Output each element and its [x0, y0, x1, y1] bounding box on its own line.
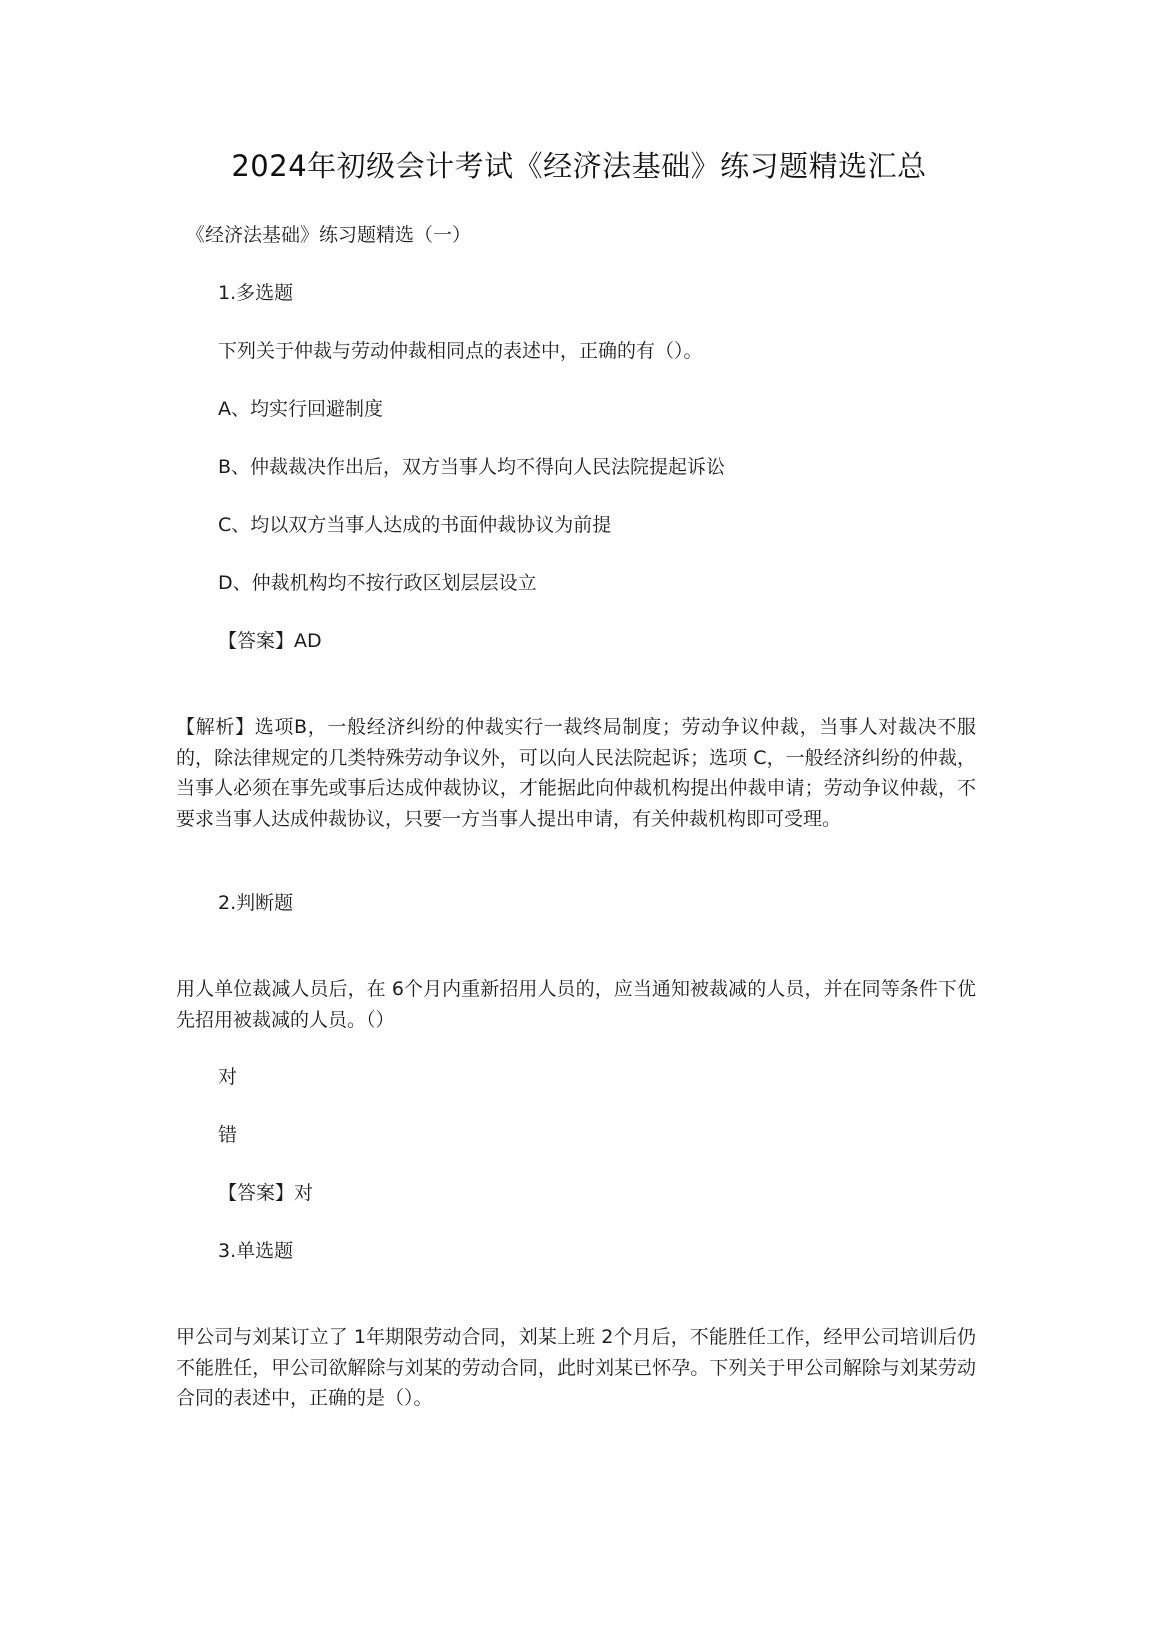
question-1-analysis: 【解析】选项B，一般经济纠纷的仲裁实行一裁终局制度；劳动争议仲裁，当事人对裁决不服的，除法律规定的几类特殊劳动争议外，可以向人民法院起诉；选项 C，一般经济纠纷的仲裁，当事人必须在事先或事后达成仲裁协议，才能据此向仲裁机构提出仲裁申请；劳动争议仲裁，不要求当事人达成仲裁协议，只要一方当事人提出申请，有关仲裁机构即可受理。: [176, 716, 976, 830]
question-1-type: 1.多选题: [218, 282, 294, 304]
question-1-option-a: A、均实行回避制度: [218, 398, 383, 420]
question-1-option-c: C、均以双方当事人达成的书面仲裁协议为前提: [218, 514, 612, 536]
question-2-stem: 用人单位裁减人员后，在 6个月内重新招用人员的，应当通知被裁减的人员，并在同等条件下优先招用被裁减的人员。（）: [176, 978, 976, 1031]
question-2-answer: 【答案】对: [218, 1182, 314, 1204]
question-2-option-false: 错: [218, 1124, 238, 1146]
question-2-option-true: 对: [218, 1066, 238, 1088]
question-3-type: 3.单选题: [218, 1240, 294, 1262]
document-title: 2024年初级会计考试《经济法基础》练习题精选汇总: [231, 149, 927, 183]
question-1-option-b: B、仲裁裁决作出后，双方当事人均不得向人民法院提起诉讼: [218, 456, 726, 478]
question-3-stem: 甲公司与刘某订立了 1年期限劳动合同，刘某上班 2个月后，不能胜任工作，经甲公司培训后仍不能胜任，甲公司欲解除与刘某的劳动合同，此时刘某已怀孕。下列关于甲公司解除与刘某劳动合同的表述中，正确的是（）。: [176, 1326, 976, 1409]
question-1-answer: 【答案】AD: [218, 630, 322, 652]
section-heading: 《经济法基础》练习题精选（一）: [186, 224, 472, 246]
question-2-type: 2.判断题: [218, 892, 294, 914]
question-1-option-d: D、仲裁机构均不按行政区划层层设立: [218, 572, 537, 594]
question-1-stem: 下列关于仲裁与劳动仲裁相同点的表述中，正确的有（）。: [218, 340, 703, 362]
